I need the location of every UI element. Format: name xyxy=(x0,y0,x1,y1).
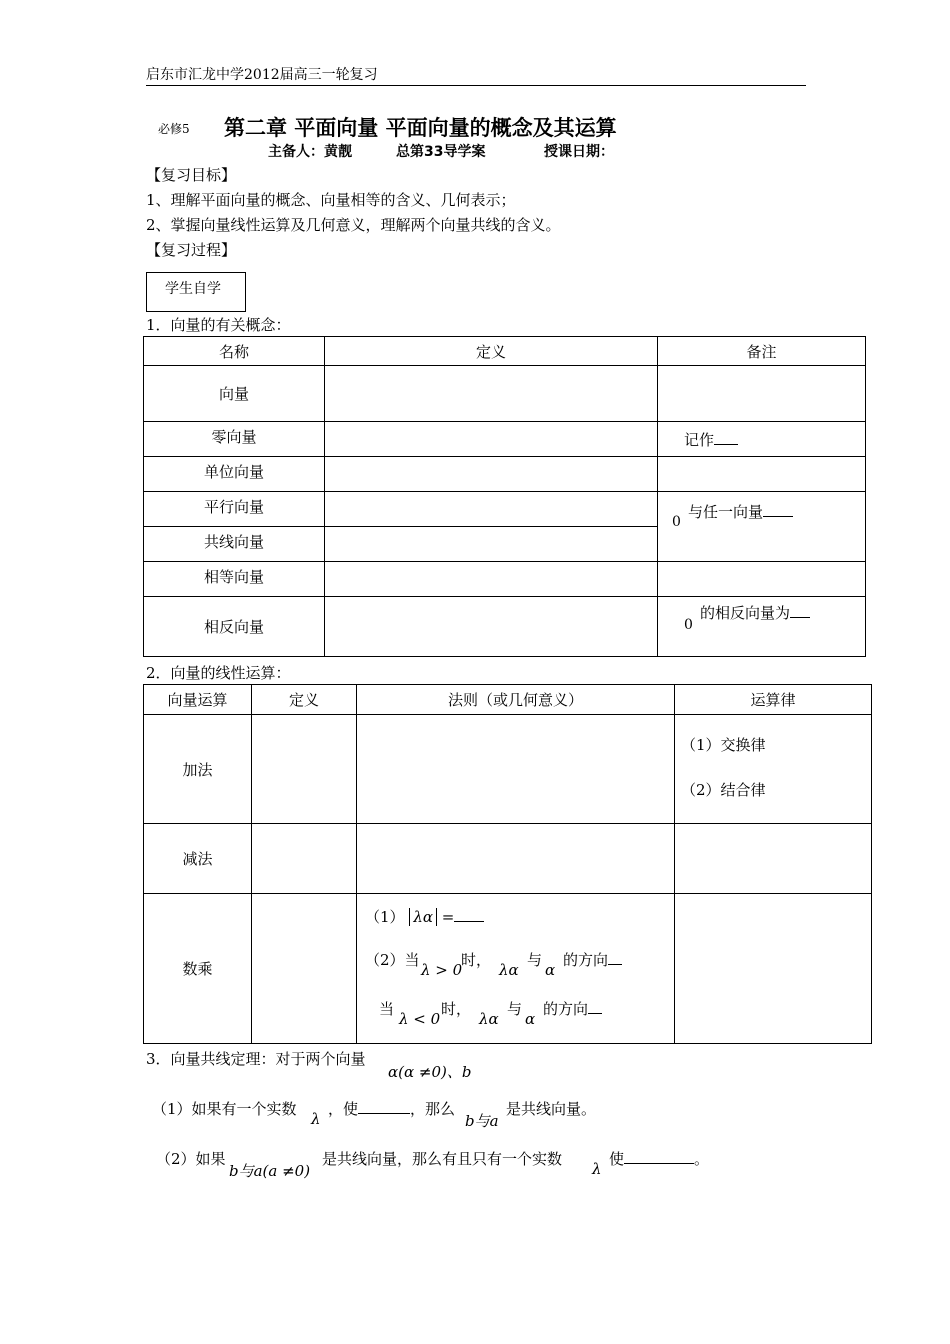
definition-cell[interactable] xyxy=(325,422,658,457)
note-cell[interactable] xyxy=(658,597,866,657)
law-cell[interactable] xyxy=(675,715,872,824)
alpha-symbol: α xyxy=(545,961,556,979)
fill-blank[interactable] xyxy=(763,515,793,517)
rule-cell[interactable] xyxy=(357,715,675,824)
preparer: 主备人：黄靓 xyxy=(268,144,352,160)
zero-vector-symbol: 0 xyxy=(672,514,681,530)
operation-name: 加法 xyxy=(144,715,252,824)
table-header: 向量运算 xyxy=(144,685,252,715)
rule-cell[interactable] xyxy=(357,824,675,894)
operations-table xyxy=(143,684,872,1044)
section1-title: 1．向量的有关概念： xyxy=(146,316,291,334)
definition-cell[interactable] xyxy=(252,894,357,1044)
definition-cell[interactable] xyxy=(325,527,658,562)
fill-blank[interactable] xyxy=(608,963,622,965)
class-date: 授课日期： xyxy=(544,144,614,160)
self-study-box xyxy=(146,272,246,312)
lambda-alpha: λα xyxy=(479,1010,499,1028)
definition-cell[interactable] xyxy=(252,715,357,824)
lambda-symbol: λ xyxy=(592,1160,602,1178)
scalar-when: 时， xyxy=(461,951,492,969)
theorem-part-1-end: 是共线向量。 xyxy=(506,1100,597,1118)
note-cell[interactable] xyxy=(658,492,866,562)
table-header: 定义 xyxy=(252,685,357,715)
concept-name: 零向量 xyxy=(144,422,325,457)
zero-vector-symbol: 0 xyxy=(684,617,693,633)
self-study-label: 学生自学 xyxy=(165,281,221,297)
concept-name: 相等向量 xyxy=(144,562,325,597)
abs-lambda-alpha: λα xyxy=(409,908,437,926)
table-header: 法则（或几何意义） xyxy=(357,685,675,715)
section3-title: 3．向量共线定理：对于两个向量 xyxy=(146,1050,366,1068)
scalar-when: 时， xyxy=(441,1000,472,1018)
note-cell[interactable] xyxy=(658,422,866,457)
scalar-line-2-prefix: （2）当 xyxy=(365,951,420,969)
scalar-with: 与 xyxy=(507,1000,523,1018)
definition-cell[interactable] xyxy=(325,562,658,597)
definition-cell[interactable] xyxy=(325,366,658,422)
concept-name: 相反向量 xyxy=(144,597,325,657)
goal-item: 2、掌握向量线性运算及几何意义，理解两个向量共线的含义。 xyxy=(146,216,561,234)
law-cell[interactable] xyxy=(675,894,872,1044)
fill-blank[interactable] xyxy=(454,920,484,922)
scalar-line-1: （1） λα = xyxy=(365,906,484,927)
law-commutative: （1）交换律 xyxy=(681,736,766,754)
rule-cell[interactable] xyxy=(357,894,675,1044)
goals-heading: 【复习目标】 xyxy=(146,166,237,184)
scalar-line-3-prefix: 当 xyxy=(379,1000,395,1018)
header-rule xyxy=(146,85,806,86)
scalar-direction: 的方向 xyxy=(563,949,622,970)
table-header: 名称 xyxy=(144,337,325,366)
table-header: 运算律 xyxy=(675,685,872,715)
theorem-part-1-mid: ，使 ，那么 xyxy=(328,1100,456,1118)
concept-name: 平行向量 xyxy=(144,492,325,527)
law-associative: （2）结合律 xyxy=(681,781,766,799)
fill-blank[interactable] xyxy=(714,443,738,445)
definition-cell[interactable] xyxy=(325,597,658,657)
scalar-with: 与 xyxy=(527,951,543,969)
lambda-positive: λ > 0 xyxy=(421,961,463,979)
alpha-symbol: α xyxy=(525,1010,536,1028)
table-header: 备注 xyxy=(658,337,866,366)
note-cell[interactable] xyxy=(658,562,866,597)
theorem-part-2-mid: 是共线向量，那么有且只有一个实数 xyxy=(322,1150,563,1168)
header-text: 启东市汇龙中学2012届高三一轮复习 xyxy=(146,67,378,83)
lambda-negative: λ < 0 xyxy=(399,1010,441,1028)
definition-cell[interactable] xyxy=(252,824,357,894)
scalar-direction: 的方向 xyxy=(543,998,602,1019)
operation-name: 数乘 xyxy=(144,894,252,1044)
definition-cell[interactable] xyxy=(325,492,658,527)
law-cell[interactable] xyxy=(675,824,872,894)
page-title: 第二章 平面向量 平面向量的概念及其运算 xyxy=(224,116,617,140)
fill-blank[interactable] xyxy=(790,616,810,618)
lambda-symbol: λ xyxy=(311,1110,321,1128)
concepts-table xyxy=(143,336,866,657)
b-with-a: b与a xyxy=(465,1112,499,1130)
note-parallel-label: 与任一向量 xyxy=(688,501,793,522)
process-heading: 【复习过程】 xyxy=(146,241,237,259)
concept-name: 单位向量 xyxy=(144,457,325,492)
operation-name: 减法 xyxy=(144,824,252,894)
section2-title: 2．向量的线性运算： xyxy=(146,664,291,682)
theorem-part-1: （1）如果有一个实数 xyxy=(152,1100,297,1118)
fill-blank[interactable] xyxy=(588,1012,602,1014)
definition-cell[interactable] xyxy=(325,457,658,492)
note-opposite-label: 的相反向量为 xyxy=(700,602,810,623)
fill-blank[interactable] xyxy=(624,1162,694,1164)
b-with-a-nonzero: b与a(a ≠0) xyxy=(229,1162,311,1180)
concept-name: 共线向量 xyxy=(144,527,325,562)
vectors-expr: α(α ≠0)、b xyxy=(388,1063,472,1081)
lambda-alpha: λα xyxy=(499,961,519,979)
serial-number: 总第33导学案 xyxy=(396,144,486,160)
table-header: 定义 xyxy=(325,337,658,366)
theorem-part-2: （2）如果 xyxy=(156,1150,226,1168)
course-tag: 必修5 xyxy=(158,122,190,136)
note-zero-label: 记作 xyxy=(684,430,715,449)
note-cell[interactable] xyxy=(658,366,866,422)
fill-blank[interactable] xyxy=(358,1112,410,1114)
goal-item: 1、理解平面向量的概念、向量相等的含义、几何表示； xyxy=(146,191,516,209)
theorem-part-2-end: 使 。 xyxy=(609,1150,710,1168)
concept-name: 向量 xyxy=(144,366,325,422)
note-cell[interactable] xyxy=(658,457,866,492)
